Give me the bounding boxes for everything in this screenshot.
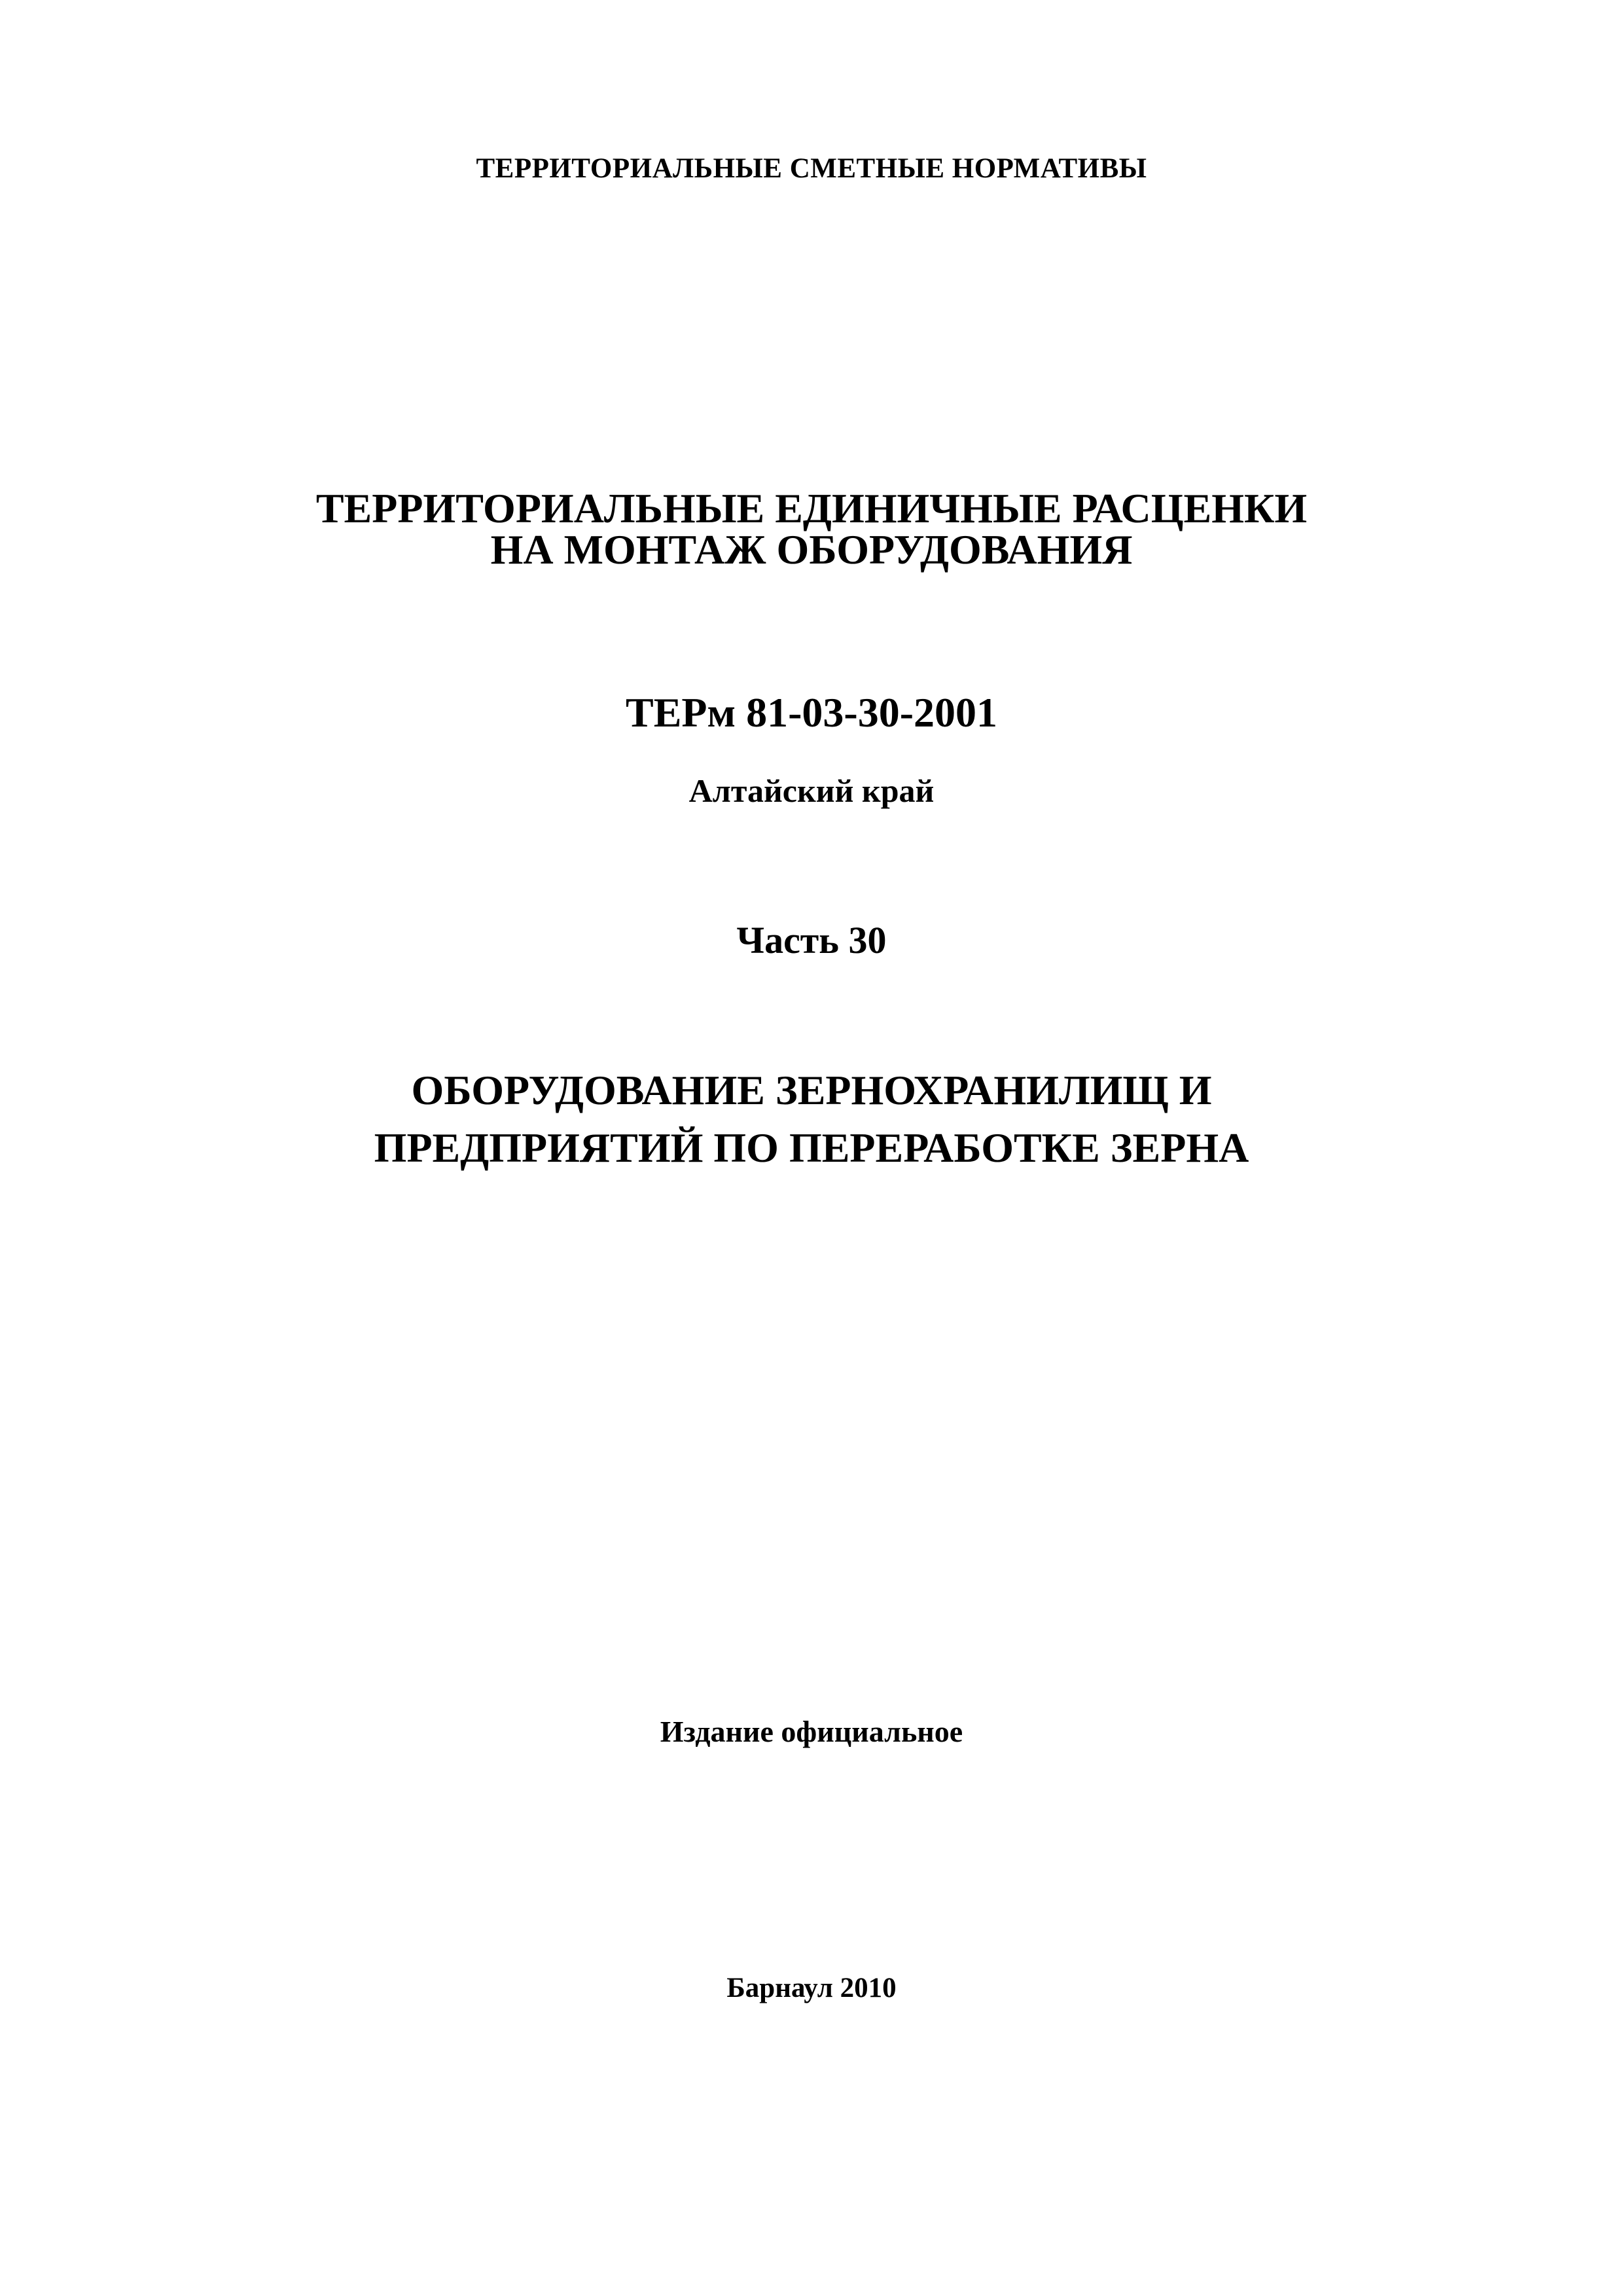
title-line-2: НА МОНТАЖ ОБОРУДОВАНИЯ [490, 526, 1133, 573]
title-line-1: ТЕРРИТОРИАЛЬНЫЕ ЕДИНИЧНЫЕ РАСЦЕНКИ [315, 485, 1308, 531]
document-code: ТЕРм 81-03-30-2001 [626, 689, 997, 736]
place-year-label: Барнаул 2010 [726, 1973, 897, 2003]
edition-label: Издание официальное [660, 1715, 963, 1748]
subtitle-line-2: ПРЕДПРИЯТИЙ ПО ПЕРЕРАБОТКЕ ЗЕРНА [374, 1124, 1249, 1171]
subtitle-line-1: ОБОРУДОВАНИЕ ЗЕРНОХРАНИЛИЩ И [411, 1067, 1212, 1113]
region-label: Алтайский край [688, 772, 935, 809]
part-label: Часть 30 [736, 919, 887, 961]
series-heading: ТЕРРИТОРИАЛЬНЫЕ СМЕТНЫЕ НОРМАТИВЫ [476, 153, 1147, 184]
